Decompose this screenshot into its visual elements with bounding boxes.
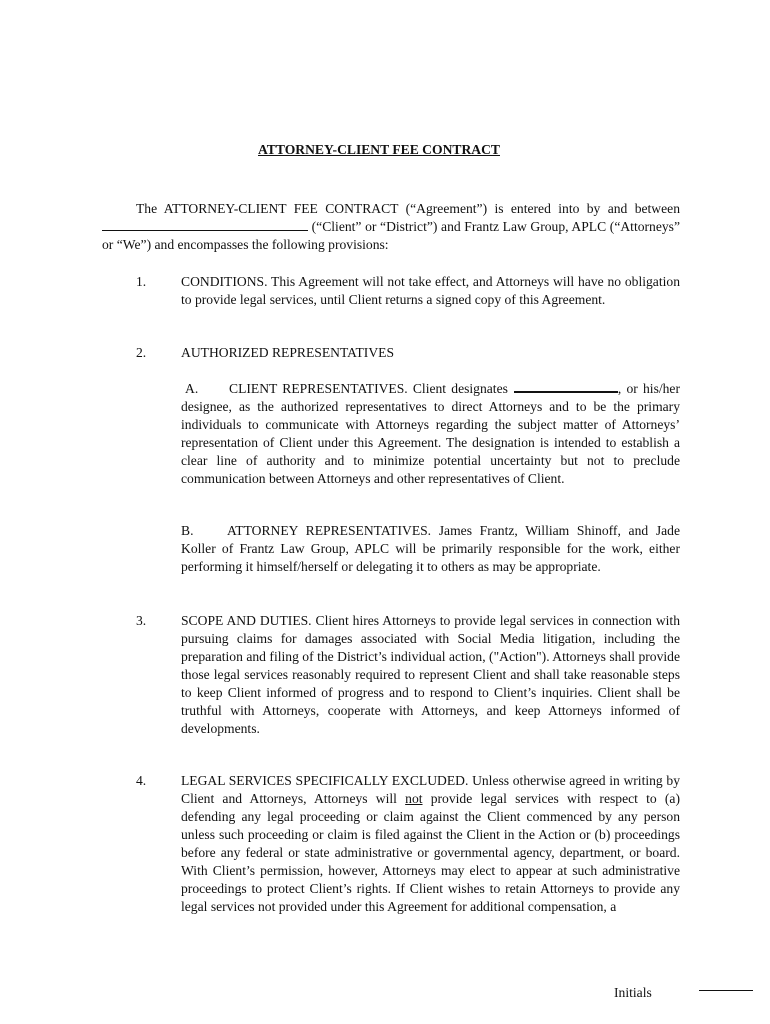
section-number: 3.	[136, 613, 147, 628]
section-4-text-1: LEGAL SERVICES SPECIFICALLY EXCLUDED. Unless otherwise agreed in writing by Client and Attorneys, Attorneys will	[181, 773, 680, 806]
section-1	[102, 273, 680, 309]
section-text	[181, 772, 680, 916]
client-name-blank	[102, 218, 308, 231]
initials-label: Initials	[614, 985, 652, 1000]
document-title: ATTORNEY-CLIENT FEE CONTRACT	[258, 142, 500, 157]
initials-line	[699, 990, 753, 991]
intro-paragraph	[102, 200, 680, 254]
section-2-sub-a	[181, 379, 680, 488]
section-number: 1.	[136, 274, 147, 289]
section-3	[102, 612, 680, 738]
representative-blank	[514, 379, 618, 393]
section-4-text-2: provide legal services with respect to (a) defending any legal proceeding or claim against the Client commenced by any person unless such proceeding or claim is filed against the Client in the Action or (b) proceedings before any federal or state administrative or governmental agency, department, or board. With Client’s permission, however, Attorneys may elect to appear at such administrative proceedings to protect Client’s rights. If Client wishes to retain Attorneys to provide any legal services not provided under this Agreement for additional compensation, a	[181, 791, 680, 914]
sub-a-text-1: CLIENT REPRESENTATIVES. Client designates	[229, 381, 508, 396]
intro-text-2: (“Client” or “District”) and Frantz Law Group, APLC (“Attorneys” or “We”) and encompasses the following provisions:	[102, 219, 681, 252]
intro-text-1: The ATTORNEY-CLIENT FEE CONTRACT (“Agreement”) is entered into by and between	[136, 201, 680, 216]
section-text: SCOPE AND DUTIES. Client hires Attorneys to provide legal services in connection with pursuing claims for damages associated with Social Media litigation, including the preparation and filing of the District’s individual action, ("Action"). Attorneys shall provide those legal services reasonably required to represent Client and shall take reasonable steps to keep Client informed of progress and to respond to Client’s inquiries. Client shall be truthful with Attorneys, cooperate with Attorneys, and keep Attorneys informed of developments.	[181, 613, 680, 736]
section-4	[102, 772, 680, 916]
section-heading: AUTHORIZED REPRESENTATIVES	[181, 345, 395, 360]
section-4-underlined: not	[405, 791, 423, 806]
section-2	[102, 344, 680, 362]
sub-a-text-2: , or his/her designee, as the authorized representatives to direct Attorneys and to be the primary individuals to communicate with Attorneys regarding the subject matter of Attorneys’ representation of Client under this Agreement. The designation is intended to establish a clear line of authority and to minimize potential uncertainty but not to preclude communication between Attorneys and other representatives of Client.	[181, 381, 680, 486]
sub-label: B.	[181, 523, 194, 538]
section-text: CONDITIONS. This Agreement will not take effect, and Attorneys will have no obligation to provide legal services, until Client returns a signed copy of this Agreement.	[181, 274, 680, 307]
section-2-sub-b	[181, 522, 680, 576]
sub-b-text: ATTORNEY REPRESENTATIVES. James Frantz, William Shinoff, and Jade Koller of Frantz Law Group, APLC will be primarily responsible for the work, either performing it himself/herself or delegating it to others as may be appropriate.	[181, 523, 680, 574]
sub-label: A.	[185, 381, 199, 396]
section-number: 2.	[136, 345, 147, 360]
section-number: 4.	[136, 773, 147, 788]
